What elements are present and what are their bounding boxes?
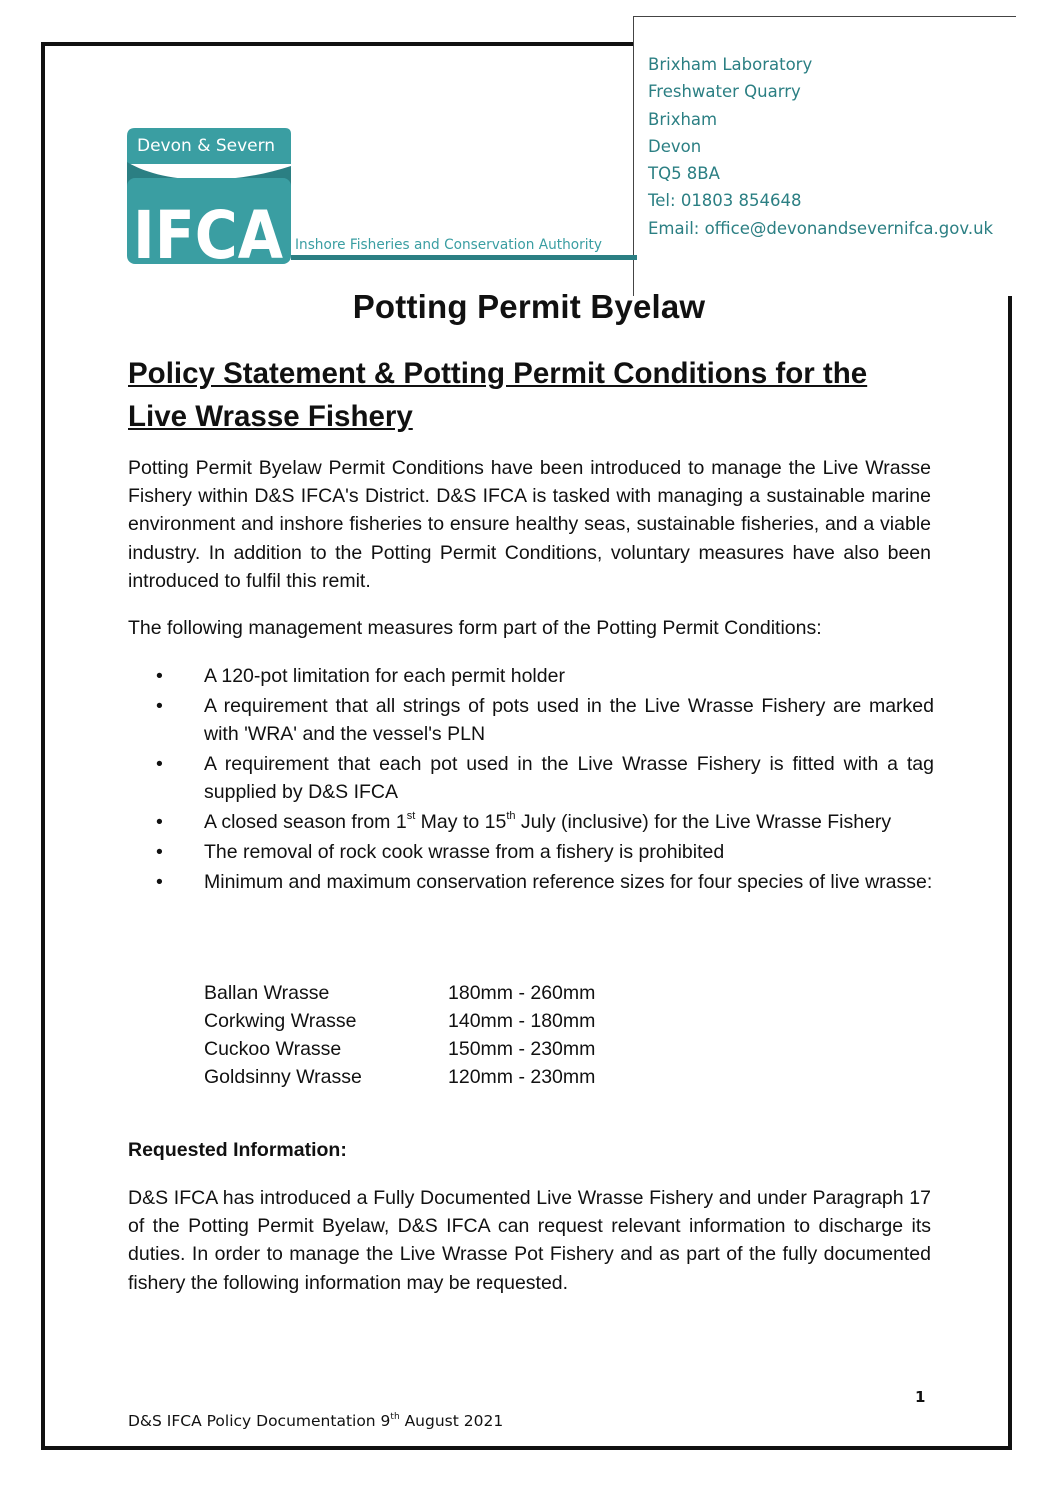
table-row <box>204 1035 595 1063</box>
size-range: 120mm - 230mm <box>448 1065 596 1088</box>
intro-paragraph: Potting Permit Byelaw Permit Conditions have been introduced to manage the Live Wrasse Fishery within D&S IFCA's District. D&S IFCA is tasked with managing a sustainable marine environment and inshore fisheries to ensure healthy seas, sustainable fisheries, and a viable industry. In addition to the Potting Permit Conditions, voluntary measures have also been introduced to fulfil this remit. <box>128 457 931 592</box>
table-row <box>204 1007 595 1035</box>
bullet-marker: • <box>156 753 163 776</box>
requested-information-heading: Requested Information: <box>128 1139 347 1161</box>
list-item <box>128 808 934 836</box>
list-item <box>128 662 934 690</box>
species-name: Corkwing Wrasse <box>204 1009 357 1032</box>
species-name: Ballan Wrasse <box>204 981 330 1004</box>
bullet-marker: • <box>156 695 163 717</box>
bullet-text-part: A closed season from 1 <box>204 811 407 834</box>
document-title: Potting Permit Byelaw <box>352 288 706 325</box>
list-item <box>128 838 934 866</box>
logo-acronym: IFCA <box>133 197 283 266</box>
size-table <box>204 979 595 1091</box>
bullet-text: A requirement that all strings of pots used in the Live Wrasse Fishery are marked with 'WRA' and the vessel's PLN <box>204 695 934 746</box>
table-row <box>204 1063 595 1091</box>
ordinal-suffix: st <box>406 810 416 823</box>
requested-information-paragraph: D&S IFCA has introduced a Fully Documented Live Wrasse Fishery and under Paragraph 17 of the Potting Permit Byelaw, D&S IFCA can request relevant information to discharge its duties. In order to manage the Live Wrasse Pot Fishery and as part of the fully documented fishery the following information may be requested. <box>128 1187 931 1294</box>
address-line: Brixham <box>648 109 718 129</box>
size-range: 150mm - 230mm <box>448 1037 596 1060</box>
table-row <box>204 979 595 1007</box>
policy-subtitle: Policy Statement & Potting Permit Conditions for the Live Wrasse Fishery <box>128 357 868 433</box>
size-range: 180mm - 260mm <box>448 981 596 1004</box>
species-name: Cuckoo Wrasse <box>204 1037 342 1060</box>
page-number: 1 <box>915 1388 926 1406</box>
page-footer <box>128 1412 503 1430</box>
logo-full-name: Inshore Fisheries and Conservation Authority <box>295 237 603 253</box>
bullet-text: The removal of rock cook wrasse from a fishery is prohibited <box>204 841 725 864</box>
list-item <box>128 868 934 896</box>
bullet-marker: • <box>156 665 163 687</box>
bullet-text-part: July (inclusive) for the Live Wrasse Fishery <box>515 811 892 834</box>
address-line: Freshwater Quarry <box>648 82 801 102</box>
size-range: 140mm - 180mm <box>448 1009 596 1032</box>
address-line: Brixham Laboratory <box>648 55 813 74</box>
bullet-marker: • <box>156 871 163 894</box>
footer-ordinal: th <box>390 1412 400 1422</box>
footer-text: D&S IFCA Policy Documentation 9 <box>128 1412 391 1430</box>
measures-list <box>128 662 934 898</box>
bullet-text: A requirement that each pot used in the Live Wrasse Fishery is fitted with a tag supplied by D&S IFCA <box>204 753 934 804</box>
bullet-text-part: May to 15 <box>415 811 507 834</box>
address-email: Email: office@devonandsevernifca.gov.uk <box>648 218 994 238</box>
address-line: TQ5 8BA <box>648 164 720 184</box>
list-item <box>128 750 934 806</box>
address-phone: Tel: 01803 854648 <box>648 191 802 211</box>
logo-region-text: Devon & Severn <box>137 136 276 156</box>
bullet-marker: • <box>156 841 163 864</box>
bullet-text: A 120-pot limitation for each permit holder <box>204 665 565 687</box>
ifca-logo <box>127 126 637 266</box>
footer-text-end: August 2021 <box>399 1412 504 1430</box>
bullet-text: Minimum and maximum conservation reference sizes for four species of live wrasse: <box>204 871 933 894</box>
ordinal-suffix: th <box>506 810 516 823</box>
address-line: Devon <box>648 136 702 156</box>
species-name: Goldsinny Wrasse <box>204 1065 362 1088</box>
list-item <box>128 692 934 748</box>
logo-underline <box>291 255 637 260</box>
measures-intro: The following management measures form part of the Potting Permit Conditions: <box>128 617 822 639</box>
address-block <box>648 51 993 242</box>
bullet-marker: • <box>156 811 163 834</box>
